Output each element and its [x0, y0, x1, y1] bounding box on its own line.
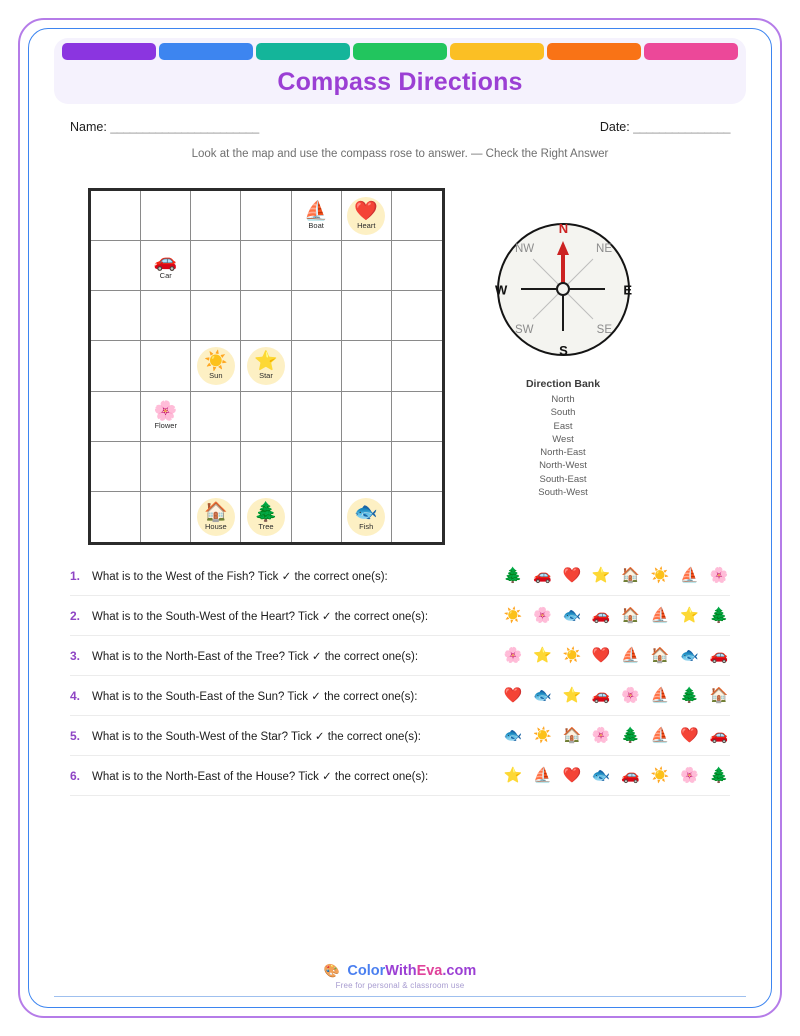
map-token-label: Tree: [258, 522, 274, 532]
map-cell-r7c5[interactable]: [292, 492, 342, 542]
question-number: 5.: [70, 728, 81, 743]
map-cell-r2c1[interactable]: [91, 241, 141, 291]
questions-list: [70, 556, 730, 796]
option-sun-icon[interactable]: ☀️: [533, 726, 552, 744]
map-cell-r4c4[interactable]: [241, 341, 291, 391]
star-icon: ⭐: [254, 351, 278, 373]
color-bar-segment-6: [547, 43, 641, 60]
option-boat-icon[interactable]: ⛵: [650, 606, 670, 624]
question-row-6: [70, 756, 730, 796]
map-cell-r3c5[interactable]: [292, 291, 342, 341]
date-input-line[interactable]: _______________: [633, 120, 730, 134]
direction-bank-item-south: South: [550, 407, 576, 419]
map-cell-r4c3[interactable]: [191, 341, 241, 391]
map-cell-r4c2[interactable]: [141, 341, 191, 391]
compass-label-south: S: [559, 343, 568, 358]
map-cell-r5c5[interactable]: [292, 392, 342, 442]
map-grid: [91, 191, 442, 542]
fish-icon: 🐟: [354, 502, 379, 524]
question-row-1: [70, 556, 730, 596]
map-token-sun: [197, 347, 235, 385]
map-cell-r1c4[interactable]: [241, 191, 291, 241]
car-icon: 🚗: [153, 250, 178, 272]
question-options: [498, 647, 730, 665]
map-token-star: [247, 347, 285, 385]
map-cell-r6c1[interactable]: [91, 442, 141, 492]
compass-label-east: E: [623, 282, 632, 297]
map-cell-r2c7[interactable]: [392, 241, 442, 291]
compass-label-west: W: [495, 282, 508, 297]
option-tree-icon[interactable]: 🌲: [709, 766, 729, 784]
option-heart-icon[interactable]: ❤️: [591, 646, 611, 664]
page-title: Compass Directions: [277, 68, 523, 96]
question-options: [498, 567, 730, 585]
option-boat-icon[interactable]: ⛵: [680, 566, 699, 584]
map-token-label: Heart: [357, 220, 376, 230]
direction-bank-item-north-west: North-West: [539, 460, 587, 472]
name-input-line[interactable]: _______________________: [110, 120, 259, 134]
option-fish-icon[interactable]: 🐟: [533, 686, 552, 704]
compass-label-north: N: [558, 221, 569, 236]
house-icon: 🏠: [204, 502, 228, 524]
option-flower-icon[interactable]: 🌸: [591, 726, 611, 744]
option-sun-icon[interactable]: ☀️: [650, 766, 670, 784]
option-heart-icon[interactable]: ❤️: [503, 686, 523, 704]
option-car-icon[interactable]: 🚗: [621, 766, 641, 784]
map-cell-r3c2[interactable]: [141, 291, 191, 341]
question-number: 4.: [70, 688, 81, 703]
option-heart-icon[interactable]: ❤️: [562, 566, 582, 584]
map-cell-r5c2[interactable]: [141, 392, 191, 442]
compass-label-south-west: SW: [515, 324, 534, 336]
map-token-boat: [297, 197, 335, 235]
sun-icon: ☀️: [204, 351, 228, 373]
option-fish-icon[interactable]: 🐟: [680, 646, 699, 664]
option-boat-icon[interactable]: ⛵: [650, 726, 670, 744]
map-cell-r7c6[interactable]: [342, 492, 392, 542]
map-cell-r2c4[interactable]: [241, 241, 291, 291]
palette-icon: 🎨: [323, 962, 340, 978]
map-cell-r7c1[interactable]: [91, 492, 141, 542]
name-field-group: [70, 120, 259, 134]
question-options: [498, 687, 730, 705]
map-cell-r2c5[interactable]: [292, 241, 342, 291]
map-token-label: Boat: [308, 220, 324, 230]
direction-bank-item-south-west: South-West: [538, 487, 588, 499]
footer: [54, 962, 746, 990]
map-cell-r3c3[interactable]: [191, 291, 241, 341]
brand-part-com: .com: [442, 962, 477, 979]
date-field-group: [600, 120, 730, 134]
map-cell-r2c6[interactable]: [342, 241, 392, 291]
brand-part-color: Color: [347, 962, 386, 979]
question-row-2: [70, 596, 730, 636]
option-car-icon[interactable]: 🚗: [709, 646, 729, 664]
option-tree-icon[interactable]: 🌲: [503, 566, 523, 584]
option-flower-icon[interactable]: 🌸: [533, 606, 552, 624]
question-row-3: [70, 636, 730, 676]
flower-icon: 🌸: [153, 401, 178, 423]
option-tree-icon[interactable]: 🌲: [709, 606, 729, 624]
map-cell-r5c1[interactable]: [91, 392, 141, 442]
option-star-icon[interactable]: ⭐: [680, 606, 699, 624]
color-bar-segment-2: [159, 43, 253, 60]
date-label: Date:: [599, 120, 630, 134]
color-bar-segment-5: [450, 43, 544, 60]
map-cell-r3c6[interactable]: [342, 291, 392, 341]
option-star-icon[interactable]: ⭐: [533, 646, 552, 664]
map-cell-r5c6[interactable]: [342, 392, 392, 442]
map-cell-r6c4[interactable]: [241, 442, 291, 492]
map-cell-r5c3[interactable]: [191, 392, 241, 442]
option-flower-icon[interactable]: 🌸: [621, 686, 641, 704]
map-cell-r7c7[interactable]: [392, 492, 442, 542]
question-options: [498, 607, 730, 625]
map-cell-r4c1[interactable]: [91, 341, 141, 391]
option-tree-icon[interactable]: 🌲: [680, 686, 699, 704]
option-house-icon[interactable]: 🏠: [562, 726, 582, 744]
direction-bank-item-south-east: South-East: [539, 473, 587, 485]
option-house-icon[interactable]: 🏠: [709, 686, 729, 704]
direction-bank-item-east: East: [553, 420, 573, 432]
compass-rose: [497, 223, 630, 356]
map-cell-r1c2[interactable]: [141, 191, 191, 241]
map-token-flower: [147, 397, 185, 435]
map-cell-r3c7[interactable]: [392, 291, 442, 341]
direction-bank-item-west: West: [552, 433, 574, 445]
map-token-label: Fish: [359, 522, 374, 532]
option-house-icon[interactable]: 🏠: [621, 606, 641, 624]
option-sun-icon[interactable]: ☀️: [503, 606, 523, 624]
option-flower-icon[interactable]: 🌸: [709, 566, 729, 584]
map-cell-r1c5[interactable]: [292, 191, 342, 241]
map-cell-r6c3[interactable]: [191, 442, 241, 492]
footer-tagline: Free for personal & classroom use: [335, 981, 465, 990]
direction-bank-item-north-east: North-East: [540, 447, 586, 459]
map-cell-r2c2[interactable]: [141, 241, 191, 291]
direction-bank-title: Direction Bank: [525, 378, 601, 390]
color-bar-segment-3: [256, 43, 350, 60]
option-flower-icon[interactable]: 🌸: [680, 766, 699, 784]
brand-part-eva: Eva: [416, 962, 443, 979]
tree-icon: 🌲: [254, 502, 278, 524]
question-options: [498, 727, 730, 745]
map-cell-r2c3[interactable]: [191, 241, 241, 291]
compass-label-north-east: NE: [596, 243, 612, 255]
question-text: What is to the South-West of the Heart? Tick ✓ the correct one(s):: [92, 610, 429, 623]
option-heart-icon[interactable]: ❤️: [562, 766, 582, 784]
question-text: What is to the North-East of the House? Tick ✓ the correct one(s):: [92, 770, 429, 783]
map-token-label: Sun: [209, 371, 223, 381]
heart-icon: ❤️: [354, 200, 379, 222]
header-color-bar: [62, 43, 738, 60]
option-sun-icon[interactable]: ☀️: [562, 646, 582, 664]
map-token-house: [197, 498, 235, 536]
option-house-icon[interactable]: 🏠: [621, 566, 641, 584]
map-cell-r4c6[interactable]: [342, 341, 392, 391]
option-sun-icon[interactable]: ☀️: [650, 566, 670, 584]
name-date-row: [70, 120, 730, 138]
question-options: [498, 767, 730, 785]
question-text: What is to the West of the Fish? Tick ✓ the correct one(s):: [92, 570, 388, 583]
color-bar-segment-1: [62, 43, 156, 60]
map-cell-r4c7[interactable]: [392, 341, 442, 391]
instruction-text: Look at the map and use the compass rose to answer. — Check the Right Answer: [191, 148, 609, 160]
question-row-5: [70, 716, 730, 756]
option-tree-icon[interactable]: 🌲: [621, 726, 641, 744]
map-token-car: [147, 247, 185, 285]
boat-icon: ⛵: [304, 200, 328, 222]
map-token-label: Star: [259, 371, 273, 381]
question-number: 6.: [70, 768, 81, 783]
map-token-label: Flower: [154, 421, 177, 431]
map-cell-r7c4[interactable]: [241, 492, 291, 542]
option-fish-icon[interactable]: 🐟: [562, 606, 582, 624]
option-boat-icon[interactable]: ⛵: [621, 646, 641, 664]
map-cell-r5c4[interactable]: [241, 392, 291, 442]
map-token-label: Car: [159, 270, 172, 280]
question-text: What is to the North-East of the Tree? Tick ✓ the correct one(s):: [92, 650, 419, 663]
option-boat-icon[interactable]: ⛵: [650, 686, 670, 704]
name-label: Name:: [70, 120, 107, 134]
map-cell-r1c3[interactable]: [191, 191, 241, 241]
map-cell-r3c1[interactable]: [91, 291, 141, 341]
direction-bank: [498, 378, 628, 499]
map-token-heart: [347, 197, 385, 235]
question-text: What is to the South-East of the Sun? Tick ✓ the correct one(s):: [92, 690, 418, 703]
map-cell-r1c1[interactable]: [91, 191, 141, 241]
option-fish-icon[interactable]: 🐟: [503, 726, 523, 744]
question-number: 2.: [70, 608, 81, 623]
map-cell-r6c2[interactable]: [141, 442, 191, 492]
map-cell-r7c3[interactable]: [191, 492, 241, 542]
map-grid-container: [88, 188, 445, 545]
option-house-icon[interactable]: 🏠: [650, 646, 670, 664]
option-boat-icon[interactable]: ⛵: [533, 766, 552, 784]
option-car-icon[interactable]: 🚗: [591, 606, 611, 624]
brand-name[interactable]: [347, 963, 476, 979]
map-token-label: House: [205, 522, 227, 532]
map-cell-r1c7[interactable]: [392, 191, 442, 241]
question-row-4: [70, 676, 730, 716]
map-token-tree: [247, 498, 285, 536]
direction-bank-list: [498, 393, 628, 499]
option-car-icon[interactable]: 🚗: [533, 566, 552, 584]
direction-bank-item-north: North: [551, 394, 575, 405]
option-star-icon[interactable]: ⭐: [503, 766, 523, 784]
map-cell-r5c7[interactable]: [392, 392, 442, 442]
option-car-icon[interactable]: 🚗: [591, 686, 611, 704]
question-number: 3.: [70, 648, 81, 663]
map-cell-r6c6[interactable]: [342, 442, 392, 492]
question-number: 1.: [70, 568, 81, 583]
map-cell-r1c6[interactable]: [342, 191, 392, 241]
color-bar-segment-4: [353, 43, 447, 60]
option-heart-icon[interactable]: ❤️: [680, 726, 699, 744]
map-cell-r3c4[interactable]: [241, 291, 291, 341]
option-flower-icon[interactable]: 🌸: [503, 646, 523, 664]
color-bar-segment-7: [644, 43, 738, 60]
map-cell-r4c5[interactable]: [292, 341, 342, 391]
option-star-icon[interactable]: ⭐: [562, 686, 582, 704]
compass-label-north-west: NW: [515, 243, 535, 255]
compass-label-south-east: SE: [596, 324, 612, 336]
map-cell-r6c7[interactable]: [392, 442, 442, 492]
option-star-icon[interactable]: ⭐: [591, 566, 611, 584]
map-cell-r6c5[interactable]: [292, 442, 342, 492]
map-token-fish: [347, 498, 385, 536]
brand-part-with: With: [385, 962, 417, 979]
question-text: What is to the South-West of the Star? Tick ✓ the correct one(s):: [92, 730, 422, 743]
footer-divider: [54, 996, 746, 997]
option-car-icon[interactable]: 🚗: [709, 726, 729, 744]
map-cell-r7c2[interactable]: [141, 492, 191, 542]
option-fish-icon[interactable]: 🐟: [591, 766, 611, 784]
